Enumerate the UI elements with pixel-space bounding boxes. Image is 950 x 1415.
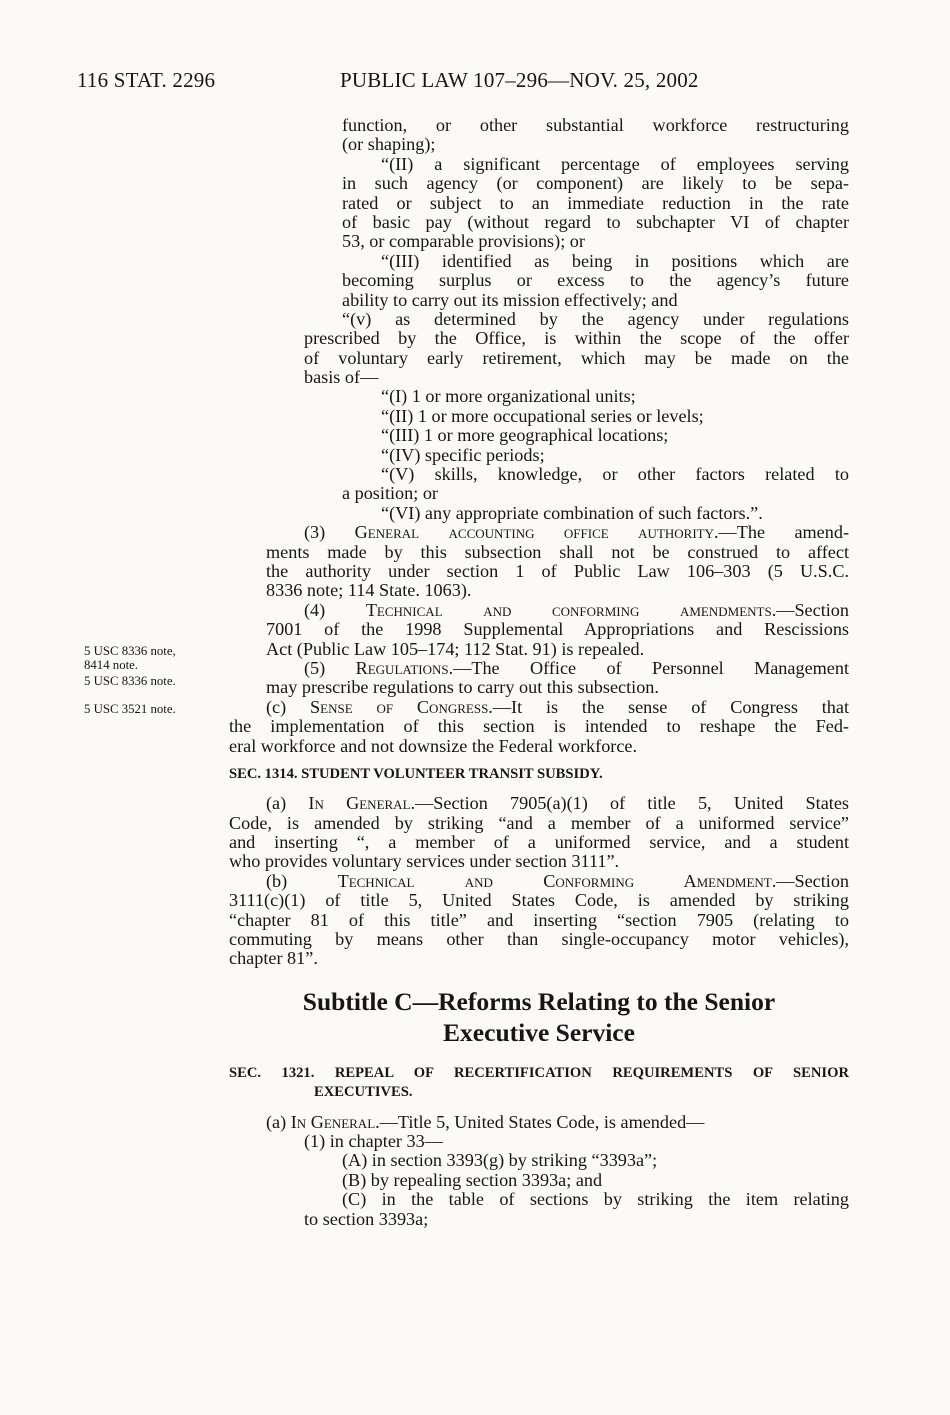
- text-run: .—The Office of Personnel Management: [448, 657, 850, 678]
- section-heading: SEC. 1314. STUDENT VOLUNTEER TRANSIT SUBSIDY.: [229, 765, 603, 782]
- text-line: [266, 1113, 849, 1132]
- text-run: .—Section: [771, 870, 850, 891]
- text-run: .—Title 5, United States Code, is amended—: [375, 1111, 705, 1132]
- paragraph-number: (c): [266, 696, 287, 717]
- page-number: 116 STAT. 2296: [77, 68, 216, 92]
- paragraph-heading: In General: [308, 793, 411, 814]
- text-line: [304, 601, 849, 620]
- margin-note: 5 USC 8336 note.: [84, 674, 176, 688]
- text-line: “(II) 1 or more occupational series or levels;: [381, 405, 704, 426]
- text-line: (A) in section 3393(g) by striking “3393a”;: [342, 1150, 658, 1171]
- margin-note-line: 5 USC 8336 note,: [84, 644, 176, 658]
- text-line: 3111(c)(1) of title 5, United States Code, is amended by striking: [229, 890, 849, 911]
- page-body: [229, 116, 849, 1229]
- text-line: “(VI) any appropriate combination of such factors.”.: [381, 502, 763, 523]
- text-line: and inserting “, a member of a uniformed service, and a student: [229, 832, 849, 853]
- paragraph-number: (5): [304, 657, 326, 678]
- text-line: eral workforce and not downsize the Federal workforce.: [229, 735, 638, 756]
- text-line: (B) by repealing section 3393a; and: [342, 1169, 603, 1190]
- subtitle-heading: [229, 986, 849, 1048]
- paragraph-heading: Sense of Congress: [310, 696, 489, 717]
- text-line: (C) in the table of sections by striking the item relating: [342, 1189, 849, 1210]
- text-line: becoming surplus or excess to the agency’s future: [342, 270, 849, 291]
- text-line: the authority under section 1 of Public Law 106–303 (5 U.S.C.: [266, 560, 849, 581]
- text-line: who provides voluntary services under section 3111”.: [229, 851, 620, 872]
- text-line: chapter 81”.: [229, 948, 318, 969]
- text-line: “(III) identified as being in positions which are: [381, 250, 849, 271]
- paragraph-number: (b): [266, 870, 288, 891]
- section-heading-continued: EXECUTIVES.: [314, 1084, 413, 1101]
- text-line: the implementation of this section is intended to reshape the Fed-: [229, 716, 849, 737]
- text-line: [304, 659, 849, 678]
- text-line: “chapter 81 of this title” and inserting “section 7905 (relating to: [229, 909, 849, 930]
- text-line: “(I) 1 or more organizational units;: [381, 386, 636, 407]
- paragraph-heading: Regulations: [355, 657, 449, 678]
- text-line: 8336 note; 114 State. 1063).: [266, 580, 472, 601]
- text-line: (1) in chapter 33—: [304, 1130, 443, 1151]
- paragraph-heading: Technical and Conforming Amendment: [337, 870, 772, 891]
- paragraph-heading: Technical and conforming amendments: [365, 599, 772, 620]
- text-line: “(III) 1 or more geographical locations;: [381, 425, 669, 446]
- text-line: a position; or: [342, 483, 438, 504]
- paragraph-heading: In General: [290, 1111, 376, 1132]
- paragraph-number: (a): [266, 793, 287, 814]
- text-line: 7001 of the 1998 Supplemental Appropriations and Rescissions: [266, 619, 849, 640]
- text-run: .—The amend-: [714, 522, 849, 543]
- text-line: in such agency (or component) are likely to be sepa-: [342, 173, 849, 194]
- text-line: [266, 794, 849, 813]
- text-line: ments made by this subsection shall not be construed to affect: [266, 541, 849, 562]
- text-run: .—Section 7905(a)(1) of title 5, United States: [410, 793, 849, 814]
- text-line: Act (Public Law 105–174; 112 Stat. 91) is repealed.: [266, 638, 645, 659]
- text-line: ability to carry out its mission effectively; and: [342, 289, 678, 310]
- paragraph-number: (4): [304, 599, 326, 620]
- text-line: prescribed by the Office, is within the scope of the offer: [304, 328, 849, 349]
- margin-note: 5 USC 3521 note.: [84, 702, 176, 716]
- subtitle-line: Subtitle C—Reforms Relating to the Senior: [302, 986, 776, 1016]
- subtitle-line: Executive Service: [443, 1017, 635, 1047]
- text-line: “(II) a significant percentage of employees serving: [381, 153, 849, 174]
- text-line: may prescribe regulations to carry out this subsection.: [266, 677, 659, 698]
- text-line: [266, 872, 849, 891]
- section-heading: SEC. 1321. REPEAL OF RECERTIFICATION REQUIREMENTS OF SENIOR: [229, 1064, 849, 1081]
- text-line: basis of—: [304, 367, 379, 388]
- text-line: commuting by means other than single-occupancy motor vehicles),: [229, 929, 849, 950]
- text-line: “(V) skills, knowledge, or other factors related to: [381, 464, 849, 485]
- paragraph-heading: General accounting office authority: [354, 522, 714, 543]
- text-run: .—Section: [771, 599, 849, 620]
- text-line: of voluntary early retirement, which may be made on the: [304, 347, 849, 368]
- paragraph-number: (3): [304, 522, 326, 543]
- text-line: “(IV) specific periods;: [381, 444, 545, 465]
- text-line: Code, is amended by striking “and a member of a uniformed service”: [229, 812, 849, 833]
- text-line: 53, or comparable provisions); or: [342, 231, 585, 252]
- text-line: rated or subject to an immediate reduction in the rate: [342, 192, 849, 213]
- text-line: of basic pay (without regard to subchapter VI of chapter: [342, 211, 849, 232]
- running-header: PUBLIC LAW 107–296—NOV. 25, 2002: [340, 68, 699, 92]
- text-run: .—It is the sense of Congress that: [488, 696, 849, 717]
- text-line: function, or other substantial workforce restructuring: [342, 115, 849, 135]
- text-line: (or shaping);: [342, 134, 436, 155]
- margin-note-line: 8414 note.: [84, 657, 139, 672]
- text-line: [304, 523, 849, 542]
- text-line: [266, 698, 849, 717]
- margin-note: [84, 645, 176, 672]
- text-line: to section 3393a;: [304, 1208, 429, 1229]
- paragraph-number: (a): [266, 1111, 287, 1132]
- text-line: “(v) as determined by the agency under regulations: [342, 308, 849, 329]
